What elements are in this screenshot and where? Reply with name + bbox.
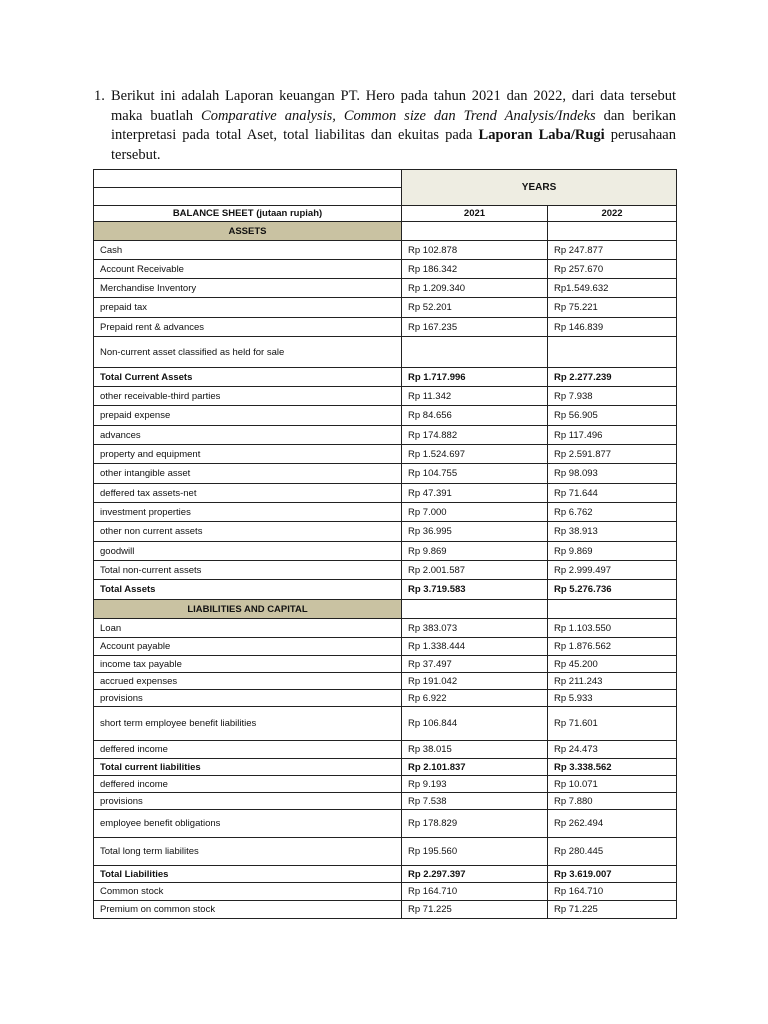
row-label: other intangible asset (94, 464, 402, 484)
blank-cell (94, 170, 402, 188)
table-row (94, 883, 677, 901)
row-label: property and equipment (94, 445, 402, 464)
value-2021: Rp 47.391 (402, 484, 548, 503)
value-2021: Rp 6.922 (402, 690, 548, 707)
table-row (94, 426, 677, 445)
question-part-bold: Laporan Laba/Rugi (478, 127, 605, 143)
value-2021: Rp 1.717.996 (402, 368, 548, 387)
row-label: other receivable-third parties (94, 387, 402, 406)
value-2022 (548, 337, 677, 368)
question-part-1: Berikut ini adalah Laporan keuangan PT. Hero pada tahun 2021 dan 2022, dari data tersebut maka buatlah (111, 88, 676, 124)
question-part-5: perusahaan tersebut. (111, 127, 676, 163)
row-label: provisions (94, 793, 402, 810)
value-2021: Rp 1.524.697 (402, 445, 548, 464)
table-row (94, 741, 677, 759)
value-2022: Rp 75.221 (548, 298, 677, 318)
value-2022: Rp 56.905 (548, 406, 677, 426)
value-2021: Rp 178.829 (402, 810, 548, 838)
assets-section-header: ASSETS (94, 222, 402, 241)
value-2021: Rp 36.995 (402, 522, 548, 542)
row-label: investment properties (94, 503, 402, 522)
years-header: YEARS (402, 170, 677, 206)
balance-sheet-title: BALANCE SHEET (jutaan rupiah) (94, 206, 402, 222)
value-2022: Rp 5.933 (548, 690, 677, 707)
table-row (94, 503, 677, 522)
table-row (94, 866, 677, 883)
table-row (94, 406, 677, 426)
value-2021: Rp 191.042 (402, 673, 548, 690)
table-row (94, 656, 677, 673)
value-2022: Rp1.549.632 (548, 279, 677, 298)
value-2022: Rp 24.473 (548, 741, 677, 759)
row-label: Account Receivable (94, 260, 402, 279)
row-label: Total Liabilities (94, 866, 402, 883)
row-label: income tax payable (94, 656, 402, 673)
table-row (94, 368, 677, 387)
value-2022: Rp 2.591.877 (548, 445, 677, 464)
value-2022: Rp 10.071 (548, 776, 677, 793)
liabilities-section-header: LIABILITIES AND CAPITAL (94, 600, 402, 619)
row-label: provisions (94, 690, 402, 707)
question-number: 1. (94, 88, 105, 104)
blank-cell (402, 600, 548, 619)
value-2022: Rp 38.913 (548, 522, 677, 542)
row-label: prepaid tax (94, 298, 402, 318)
table-row (94, 638, 677, 656)
row-label: prepaid expense (94, 406, 402, 426)
value-2022: Rp 6.762 (548, 503, 677, 522)
table-row (94, 387, 677, 406)
table-row (94, 298, 677, 318)
value-2022: Rp 117.496 (548, 426, 677, 445)
value-2022: Rp 2.999.497 (548, 561, 677, 580)
row-label: deffered income (94, 741, 402, 759)
value-2021: Rp 1.209.340 (402, 279, 548, 298)
value-2022: Rp 1.103.550 (548, 619, 677, 638)
row-label: Account payable (94, 638, 402, 656)
row-label: Total long term liabilites (94, 838, 402, 866)
row-label: Premium on common stock (94, 901, 402, 919)
row-label: short term employee benefit liabilities (94, 707, 402, 741)
value-2021: Rp 38.015 (402, 741, 548, 759)
value-2021: Rp 52.201 (402, 298, 548, 318)
value-2021: Rp 1.338.444 (402, 638, 548, 656)
row-label: Cash (94, 241, 402, 260)
row-label: Prepaid rent & advances (94, 318, 402, 337)
row-label: goodwill (94, 542, 402, 561)
row-label: Common stock (94, 883, 402, 901)
value-2022: Rp 5.276.736 (548, 580, 677, 600)
row-label: Total Current Assets (94, 368, 402, 387)
blank-cell (548, 600, 677, 619)
table-row (94, 279, 677, 298)
table-row (94, 241, 677, 260)
value-2021: Rp 2.001.587 (402, 561, 548, 580)
value-2021: Rp 2.101.837 (402, 759, 548, 776)
question-part-3: dan berikan interpretasi pada total Aset, total liabilitas dan ekuitas pada (111, 107, 676, 143)
value-2022: Rp 211.243 (548, 673, 677, 690)
balance-sheet-table (93, 169, 677, 919)
table-row (94, 776, 677, 793)
row-label: advances (94, 426, 402, 445)
value-2021: Rp 186.342 (402, 260, 548, 279)
value-2022: Rp 280.445 (548, 838, 677, 866)
value-2022: Rp 71.601 (548, 707, 677, 741)
row-label: employee benefit obligations (94, 810, 402, 838)
value-2022: Rp 262.494 (548, 810, 677, 838)
value-2021: Rp 195.560 (402, 838, 548, 866)
row-label: accrued expenses (94, 673, 402, 690)
value-2022: Rp 1.876.562 (548, 638, 677, 656)
row-label: deffered income (94, 776, 402, 793)
row-label: Total non-current assets (94, 561, 402, 580)
table-row (94, 619, 677, 638)
value-2022: Rp 3.338.562 (548, 759, 677, 776)
table-row (94, 464, 677, 484)
row-label: Total Assets (94, 580, 402, 600)
value-2021: Rp 84.656 (402, 406, 548, 426)
year-2022-header: 2022 (548, 206, 677, 222)
value-2022: Rp 164.710 (548, 883, 677, 901)
table-row (94, 707, 677, 741)
value-2022: Rp 3.619.007 (548, 866, 677, 883)
value-2021 (402, 337, 548, 368)
row-label: Loan (94, 619, 402, 638)
value-2021: Rp 71.225 (402, 901, 548, 919)
value-2021: Rp 106.844 (402, 707, 548, 741)
row-label: other non current assets (94, 522, 402, 542)
value-2021: Rp 102.878 (402, 241, 548, 260)
table-row (94, 901, 677, 919)
value-2022: Rp 71.644 (548, 484, 677, 503)
row-label: deffered tax assets-net (94, 484, 402, 503)
question-part-italic: Comparative analysis, Common size dan Trend Analysis/Indeks (201, 107, 596, 124)
table-row (94, 793, 677, 810)
question-body (111, 87, 676, 165)
value-2021: Rp 167.235 (402, 318, 548, 337)
table-row (94, 318, 677, 337)
table-row (94, 260, 677, 279)
table-row (94, 810, 677, 838)
assets-section-row (94, 222, 677, 241)
row-label: Total current liabilities (94, 759, 402, 776)
blank-cell (548, 222, 677, 241)
table-row (94, 522, 677, 542)
table-header-row (94, 170, 677, 188)
value-2022: Rp 45.200 (548, 656, 677, 673)
table-row (94, 580, 677, 600)
value-2021: Rp 383.073 (402, 619, 548, 638)
value-2021: Rp 7.000 (402, 503, 548, 522)
table-row (94, 690, 677, 707)
value-2022: Rp 247.877 (548, 241, 677, 260)
value-2021: Rp 3.719.583 (402, 580, 548, 600)
blank-cell (402, 222, 548, 241)
value-2021: Rp 9.869 (402, 542, 548, 561)
table-row (94, 337, 677, 368)
liabilities-section-row (94, 600, 677, 619)
value-2021: Rp 2.297.397 (402, 866, 548, 883)
table-row (94, 838, 677, 866)
table-row (94, 542, 677, 561)
value-2022: Rp 7.880 (548, 793, 677, 810)
blank-cell (94, 188, 402, 206)
value-2022: Rp 98.093 (548, 464, 677, 484)
value-2021: Rp 174.882 (402, 426, 548, 445)
table-row (94, 445, 677, 464)
table-title-row (94, 206, 677, 222)
row-label: Merchandise Inventory (94, 279, 402, 298)
table-row (94, 484, 677, 503)
value-2021: Rp 37.497 (402, 656, 548, 673)
value-2022: Rp 71.225 (548, 901, 677, 919)
value-2022: Rp 2.277.239 (548, 368, 677, 387)
table-row (94, 759, 677, 776)
value-2021: Rp 7.538 (402, 793, 548, 810)
year-2021-header: 2021 (402, 206, 548, 222)
value-2021: Rp 9.193 (402, 776, 548, 793)
value-2022: Rp 9.869 (548, 542, 677, 561)
table-row (94, 673, 677, 690)
table-row (94, 561, 677, 580)
value-2022: Rp 7.938 (548, 387, 677, 406)
value-2021: Rp 164.710 (402, 883, 548, 901)
value-2021: Rp 104.755 (402, 464, 548, 484)
value-2022: Rp 257.670 (548, 260, 677, 279)
value-2022: Rp 146.839 (548, 318, 677, 337)
row-label: Non-current asset classified as held for sale (94, 337, 402, 368)
value-2021: Rp 11.342 (402, 387, 548, 406)
question-text (94, 87, 676, 165)
